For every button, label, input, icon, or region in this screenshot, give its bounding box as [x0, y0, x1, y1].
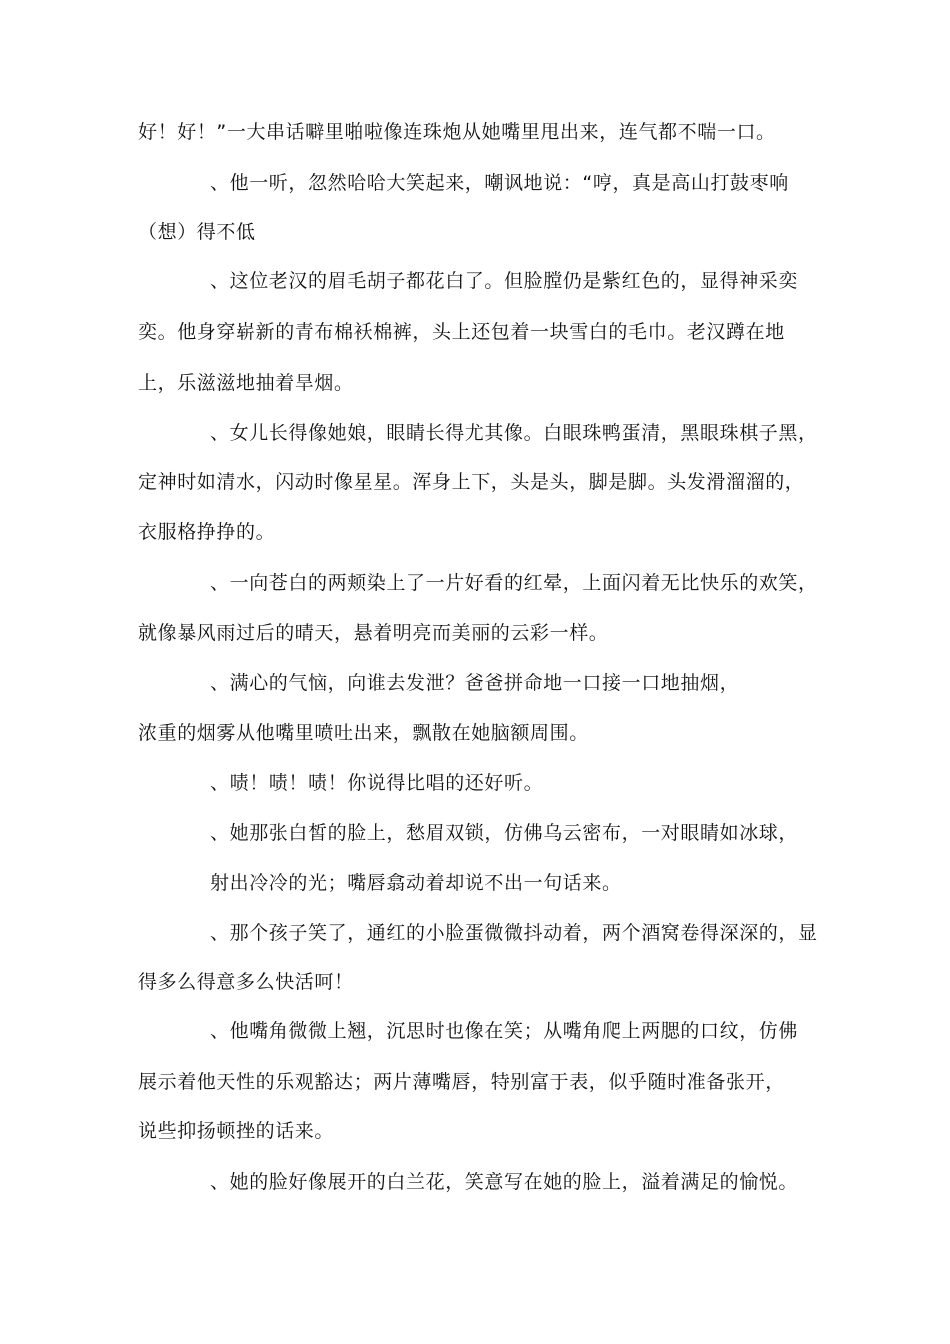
text-line: 、那个孩子笑了，通红的小脸蛋微微抖动着，两个酒窝卷得深深的，显 — [210, 922, 818, 944]
text-line: 射出冷冷的光；嘴唇翕动着却说不出一句话来。 — [210, 872, 622, 894]
text-line: 就像暴风雨过后的晴天，悬着明亮而美丽的云彩一样。 — [138, 622, 609, 644]
text-line: 、啧！啧！啧！你说得比唱的还好听。 — [210, 772, 544, 794]
text-line: 、她的脸好像展开的白兰花，笑意写在她的脸上，溢着满足的愉悦。 — [210, 1171, 799, 1193]
text-line: 浓重的烟雾从他嘴里喷吐出来，飘散在她脑额周围。 — [138, 722, 589, 744]
text-line: 奕。他身穿崭新的青布棉袄棉裤，头上还包着一块雪白的毛巾。老汉蹲在地 — [138, 321, 785, 343]
text-line: 、女儿长得像她娘，眼睛长得尤其像。白眼珠鸭蛋清，黑眼珠棋子黑， — [210, 422, 818, 444]
text-line: 说些抑扬顿挫的话来。 — [138, 1120, 335, 1142]
text-line: 、一向苍白的两颊染上了一片好看的红晕，上面闪着无比快乐的欢笑， — [210, 572, 818, 594]
text-line: 好！好！”一大串话噼里啪啦像连珠炮从她嘴里甩出来，连气都不喘一口。 — [138, 121, 776, 143]
text-line: 得多么得意多么快活呵！ — [138, 971, 354, 993]
text-line: 、这位老汉的眉毛胡子都花白了。但脸膛仍是紫红色的，显得神采奕 — [210, 270, 799, 292]
text-line: 、他嘴角微微上翘，沉思时也像在笑；从嘴角爬上两腮的口纹，仿佛 — [210, 1020, 799, 1042]
text-line: 、她那张白皙的脸上，愁眉双锁，仿佛乌云密布，一对眼睛如冰球， — [210, 822, 799, 844]
text-line: 、他一听，忽然哈哈大笑起来，嘲讽地说：“哼，真是高山打鼓枣响 — [210, 172, 789, 194]
text-line: 衣服格挣挣的。 — [138, 521, 276, 543]
text-line: 展示着他天性的乐观豁达；两片薄嘴唇，特别富于表，似乎随时准备张开， — [138, 1071, 785, 1093]
text-line: （想）得不低 — [138, 221, 256, 243]
text-line: 、满心的气恼，向谁去发泄？爸爸拼命地一口接一口地抽烟， — [210, 672, 740, 694]
text-line: 上，乐滋滋地抽着旱烟。 — [138, 372, 354, 394]
text-line: 定神时如清水，闪动时像星星。浑身上下，头是头，脚是脚。头发滑溜溜的， — [138, 471, 805, 493]
